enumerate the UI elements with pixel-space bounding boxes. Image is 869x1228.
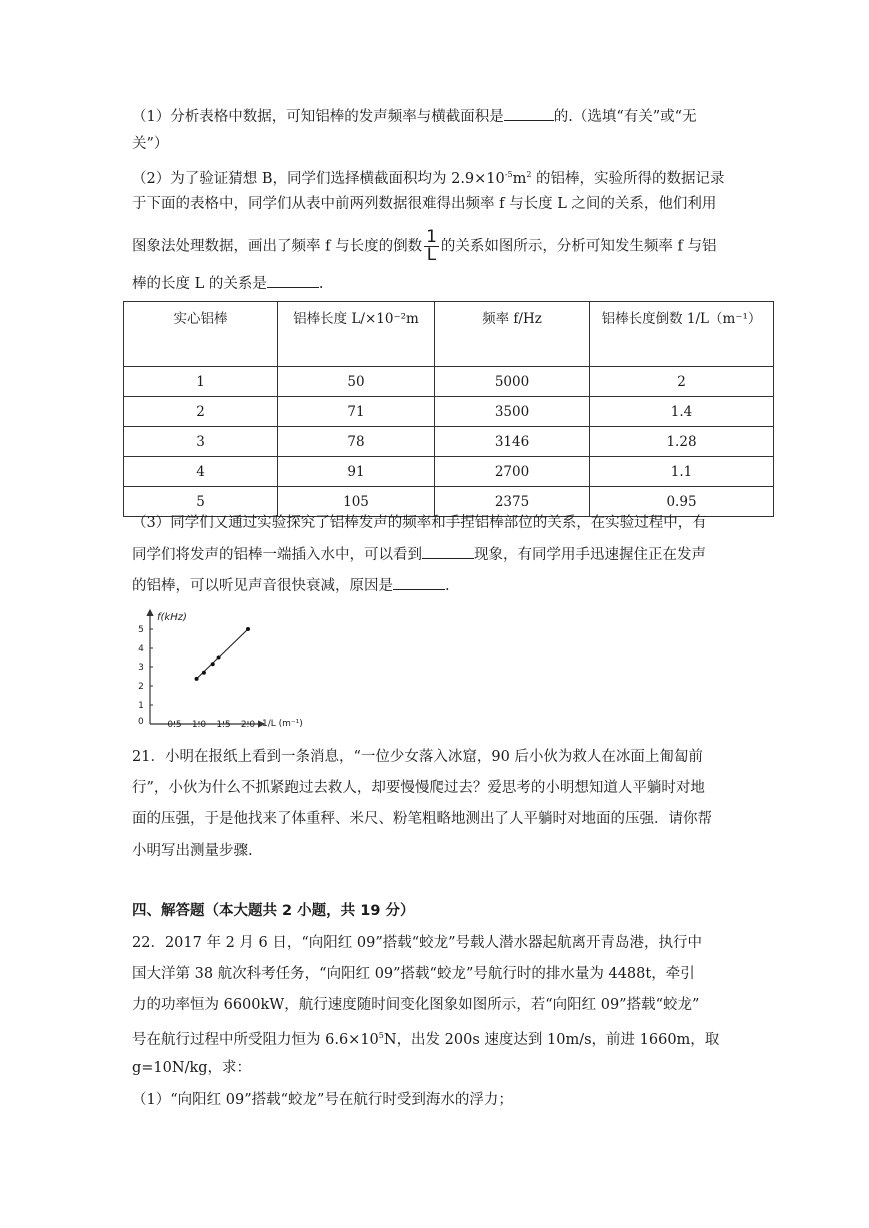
table-cell: 105 [278,487,435,517]
q21-line3: 面的压强，于是他找来了体重秤、米尺、粉笔粗略地测出了人平躺时对地面的压强．请你帮 [132,811,712,827]
x-axis-label: 1/L (m⁻¹) [262,719,303,729]
table-cell: 1.4 [590,397,774,427]
table-cell: 91 [278,457,435,487]
q20-part3-line1: （3）同学们又通过实验探究了铝棒发声的频率和手捏铝棒部位的关系，在实验过程中，有 [132,515,707,531]
y-tick-label: 5 [138,625,144,635]
data-point [246,627,250,631]
table-cell: 3146 [435,427,590,457]
table-cell: 71 [278,397,435,427]
table-cell: 2375 [435,487,590,517]
table-cell: 3500 [435,397,590,427]
table-cell: 2 [124,397,278,427]
table-cell: 0.95 [590,487,774,517]
q20-part3-line3: 的铝棒，可以听见声音很快衰减，原因是 . [132,575,450,596]
answer-blank-1[interactable] [504,106,554,121]
table-row [124,367,774,397]
q20-part3-line2: 同学们将发声的铝棒一端插入水中，可以看到 现象，有同学用手迅速握住正在发声 [132,544,706,565]
x-tick-label: 1.5 [216,720,231,730]
table-header-cell: 铝棒长度倒数 1/L（m⁻¹） [590,302,774,367]
data-point [211,662,215,666]
q22-line3: 力的功率恒为 6600kW，航行速度随时间变化图象如图所示，若“向阳红 09”搭载“蛟龙” [132,997,700,1013]
data-point [195,677,199,681]
q20-part2-line4: 棒的长度 L 的关系是 . [132,273,323,294]
x-tick-label: 1.0 [191,720,207,730]
q20-part1-line1: （1）分析表格中数据，可知铝棒的发声频率与横截面积是 的.（选填“有关”或“无 [132,106,697,127]
q20-part1-line2: 关”） [132,136,169,152]
q20-part2-line1: （2）为了验证猜想 B，同学们选择横截面积均为 $2.9\times 10^{-5}m^2$ 的铝棒，实验所得的数据记录 [132,170,725,187]
y-tick-label: 1 [138,701,144,711]
q20-part2-line2: 于下面的表格中，同学们从表中前两列数据很难得出频率 f 与长度 L 之间的关系，他们利用 [132,196,717,212]
table-header-cell: 铝棒长度 L/×10⁻²m [278,302,435,367]
x-tick-label: 2.0 [240,720,256,730]
table-row [124,397,774,427]
fraction-one-over-L: $\frac{1}{L}$ [426,227,437,265]
table-cell: 3 [124,427,278,457]
table-row [124,487,774,517]
table-header-row [124,302,774,367]
table-cell: 50 [278,367,435,397]
table-header-cell: 频率 f/Hz [435,302,590,367]
aluminum-rod-data-table [123,301,774,517]
q21-line1: 21．小明在报纸上看到一条消息，“一位少女落入冰窟，90 后小伙为救人在冰面上匍匐前 [132,749,703,765]
y-axis-label: f(kHz) [157,612,187,623]
table-cell: 4 [124,457,278,487]
answer-blank-2[interactable] [267,273,319,288]
table-row [124,427,774,457]
q22-line2: 国大洋第 38 航次科考任务，“向阳红 09”搭载“蛟龙”号航行时的排水量为 4488t，牵引 [132,966,695,982]
y-tick-label: 2 [138,682,144,692]
q20-part2-line3: 图象法处理数据，画出了频率 f 与长度的倒数 $\frac{1}{L}$ 的关系如图所示，分析可知发生频率 f 与铝 [132,227,717,265]
data-point [202,671,206,675]
q22-line5: g=10N/kg，求： [132,1060,252,1076]
section-heading: 四、解答题（本大题共 2 小题，共 19 分） [132,903,415,919]
table-cell: 1.1 [590,457,774,487]
table-cell: 5000 [435,367,590,397]
origin-label: 0 [138,717,144,727]
table-cell: 78 [278,427,435,457]
table-cell: 1 [124,367,278,397]
table-header-cell: 实心铝棒 [124,302,278,367]
q22-line1: 22．2017 年 2 月 6 日，“向阳红 09”搭载“蛟龙”号载人潜水器起航离开青岛港，执行中 [132,935,703,951]
table-cell: 5 [124,487,278,517]
answer-blank-4[interactable] [393,575,445,590]
frequency-vs-inverse-length-chart [124,602,314,740]
table-cell: 1.28 [590,427,774,457]
table-row [124,457,774,487]
table-cell: 2 [590,367,774,397]
y-tick-label: 3 [138,663,144,673]
q21-line4: 小明写出测量步骤. [132,843,253,859]
data-point [217,656,221,660]
table-cell: 2700 [435,457,590,487]
x-tick-label: 0.5 [167,720,182,730]
q22-sub1: （1）“向阳红 09”搭载“蛟龙”号在航行时受到海水的浮力； [132,1092,513,1108]
y-tick-label: 4 [138,644,144,654]
q22-line4: 号在航行过程中所受阻力恒为 $6.6\times 10^5N$，出发 200s 速度达到 10m/s，前进 1660m，取 [132,1031,720,1048]
answer-blank-3[interactable] [422,544,474,559]
q21-line2: 行”，小伙为什么不抓紧跑过去救人，却要慢慢爬过去？爱思考的小明想知道人平躺时对地 [132,780,705,796]
